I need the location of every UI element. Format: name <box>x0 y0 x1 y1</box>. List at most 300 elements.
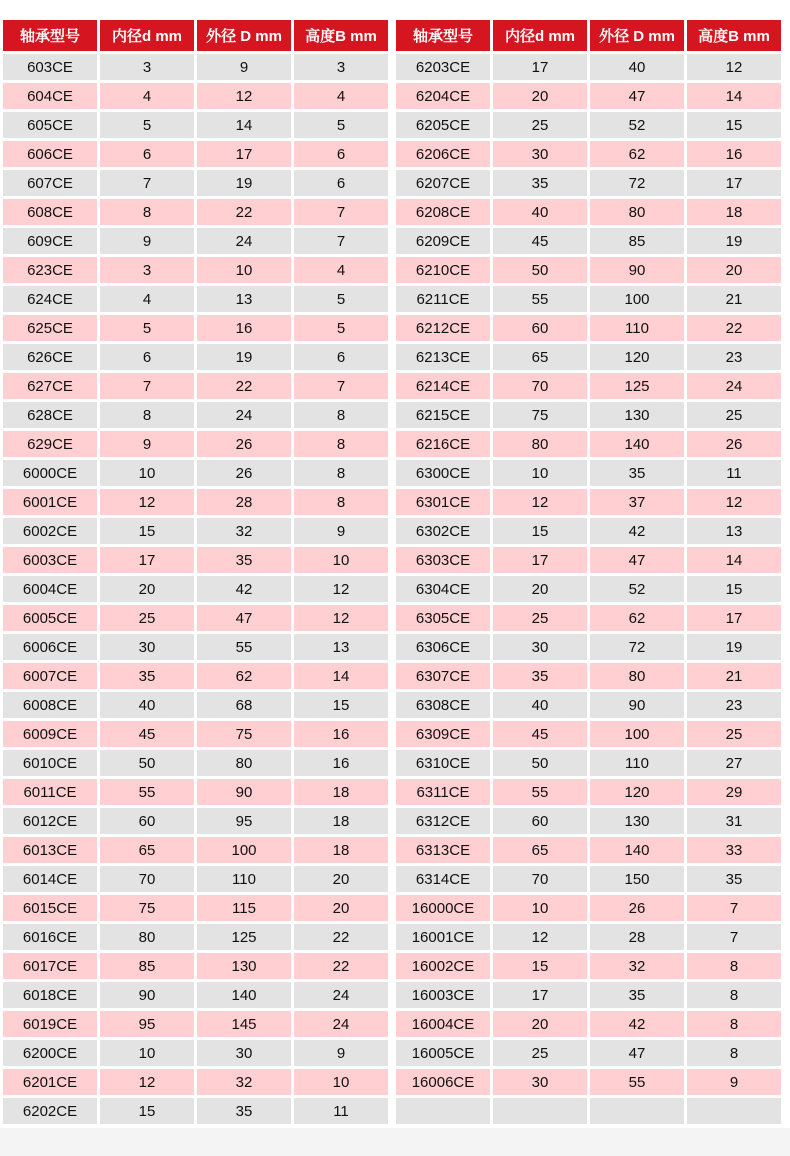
cell-width: 17 <box>687 170 781 196</box>
cell-inner-diameter: 10 <box>100 460 194 486</box>
cell-outer-diameter: 68 <box>197 692 291 718</box>
cell-model: 6304CE <box>396 576 490 602</box>
cell-inner-diameter: 5 <box>100 315 194 341</box>
cell-model: 6303CE <box>396 547 490 573</box>
cell-outer-diameter: 12 <box>197 83 291 109</box>
cell-outer-diameter: 95 <box>197 808 291 834</box>
cell-outer-diameter: 19 <box>197 170 291 196</box>
cell-outer-diameter: 28 <box>590 924 684 950</box>
cell-outer-diameter: 42 <box>590 1011 684 1037</box>
table-row <box>396 431 781 457</box>
cell-outer-diameter: 35 <box>197 547 291 573</box>
cell-width: 11 <box>294 1098 388 1124</box>
cell-inner-diameter: 15 <box>493 518 587 544</box>
cell-width: 8 <box>687 1011 781 1037</box>
table-row <box>396 779 781 805</box>
cell-width: 9 <box>687 1069 781 1095</box>
table-row <box>3 170 388 196</box>
table-row <box>3 83 388 109</box>
cell-width: 12 <box>294 576 388 602</box>
cell-outer-diameter: 28 <box>197 489 291 515</box>
cell-inner-diameter: 40 <box>493 692 587 718</box>
bearing-table-right <box>393 17 784 1127</box>
cell-outer-diameter: 26 <box>197 431 291 457</box>
cell-width: 6 <box>294 170 388 196</box>
cell-width: 4 <box>294 257 388 283</box>
cell-model: 6211CE <box>396 286 490 312</box>
cell-inner-diameter: 17 <box>493 982 587 1008</box>
cell-model: 6305CE <box>396 605 490 631</box>
cell-model: 6005CE <box>3 605 97 631</box>
cell-outer-diameter: 125 <box>590 373 684 399</box>
cell-width: 18 <box>687 199 781 225</box>
cell-inner-diameter: 5 <box>100 112 194 138</box>
cell-inner-diameter <box>493 1098 587 1124</box>
cell-width: 14 <box>687 547 781 573</box>
table-header-row <box>3 20 388 51</box>
table-row <box>3 54 388 80</box>
cell-inner-diameter: 50 <box>100 750 194 776</box>
cell-outer-diameter: 62 <box>197 663 291 689</box>
cell-inner-diameter: 6 <box>100 141 194 167</box>
cell-inner-diameter: 20 <box>493 576 587 602</box>
cell-outer-diameter: 80 <box>590 199 684 225</box>
table-row <box>3 1011 388 1037</box>
cell-inner-diameter: 25 <box>493 605 587 631</box>
cell-outer-diameter: 130 <box>197 953 291 979</box>
cell-model: 6202CE <box>3 1098 97 1124</box>
footer-band <box>0 1128 790 1156</box>
table-row <box>396 924 781 950</box>
table-row <box>3 286 388 312</box>
cell-outer-diameter: 42 <box>590 518 684 544</box>
cell-width: 23 <box>687 692 781 718</box>
cell-outer-diameter: 110 <box>590 750 684 776</box>
table-row <box>396 721 781 747</box>
cell-outer-diameter: 130 <box>590 808 684 834</box>
cell-model: 6013CE <box>3 837 97 863</box>
table-row <box>396 576 781 602</box>
cell-model: 6008CE <box>3 692 97 718</box>
table-row <box>396 837 781 863</box>
cell-width: 3 <box>294 54 388 80</box>
table-row <box>3 199 388 225</box>
cell-inner-diameter: 65 <box>100 837 194 863</box>
cell-inner-diameter: 20 <box>493 83 587 109</box>
cell-outer-diameter: 35 <box>197 1098 291 1124</box>
cell-model: 6313CE <box>396 837 490 863</box>
cell-outer-diameter: 26 <box>590 895 684 921</box>
cell-model: 16004CE <box>396 1011 490 1037</box>
cell-model: 16002CE <box>396 953 490 979</box>
cell-model: 6208CE <box>396 199 490 225</box>
cell-model: 6212CE <box>396 315 490 341</box>
table-row <box>3 257 388 283</box>
table-row <box>3 112 388 138</box>
cell-width: 20 <box>294 866 388 892</box>
header-model: 轴承型号 <box>396 20 490 51</box>
cell-width: 14 <box>687 83 781 109</box>
cell-outer-diameter: 80 <box>197 750 291 776</box>
table-row <box>3 228 388 254</box>
table-row <box>396 315 781 341</box>
cell-inner-diameter: 15 <box>100 518 194 544</box>
table-row <box>3 489 388 515</box>
cell-model: 6207CE <box>396 170 490 196</box>
cell-inner-diameter: 55 <box>493 779 587 805</box>
cell-model: 629CE <box>3 431 97 457</box>
table-row <box>3 576 388 602</box>
cell-model: 6017CE <box>3 953 97 979</box>
cell-width: 15 <box>687 112 781 138</box>
cell-inner-diameter: 80 <box>493 431 587 457</box>
table-row <box>3 373 388 399</box>
cell-model: 604CE <box>3 83 97 109</box>
cell-outer-diameter: 110 <box>590 315 684 341</box>
cell-outer-diameter: 16 <box>197 315 291 341</box>
cell-inner-diameter: 50 <box>493 257 587 283</box>
cell-width: 22 <box>687 315 781 341</box>
cell-width: 24 <box>294 982 388 1008</box>
cell-width: 5 <box>294 315 388 341</box>
cell-inner-diameter: 35 <box>493 663 587 689</box>
cell-outer-diameter: 140 <box>590 837 684 863</box>
cell-inner-diameter: 4 <box>100 83 194 109</box>
table-row <box>3 750 388 776</box>
cell-outer-diameter: 85 <box>590 228 684 254</box>
cell-inner-diameter: 30 <box>100 634 194 660</box>
cell-width: 6 <box>294 344 388 370</box>
cell-model: 6215CE <box>396 402 490 428</box>
table-row <box>3 866 388 892</box>
cell-width: 20 <box>687 257 781 283</box>
cell-width: 18 <box>294 808 388 834</box>
cell-inner-diameter: 75 <box>100 895 194 921</box>
table-row <box>3 1040 388 1066</box>
cell-width: 24 <box>294 1011 388 1037</box>
table-row <box>396 895 781 921</box>
table-row <box>3 431 388 457</box>
cell-outer-diameter: 47 <box>590 1040 684 1066</box>
cell-width: 8 <box>294 431 388 457</box>
cell-model: 605CE <box>3 112 97 138</box>
cell-inner-diameter: 10 <box>493 460 587 486</box>
cell-inner-diameter: 40 <box>100 692 194 718</box>
cell-model: 624CE <box>3 286 97 312</box>
cell-model: 6302CE <box>396 518 490 544</box>
cell-width: 26 <box>687 431 781 457</box>
cell-width: 12 <box>687 489 781 515</box>
cell-width: 25 <box>687 721 781 747</box>
cell-inner-diameter: 20 <box>493 1011 587 1037</box>
table-row <box>3 547 388 573</box>
cell-width: 18 <box>294 779 388 805</box>
cell-width: 17 <box>687 605 781 631</box>
cell-model: 628CE <box>3 402 97 428</box>
cell-width: 8 <box>294 489 388 515</box>
cell-model: 16000CE <box>396 895 490 921</box>
cell-model: 6213CE <box>396 344 490 370</box>
cell-width: 15 <box>294 692 388 718</box>
table-row <box>3 953 388 979</box>
cell-model: 6000CE <box>3 460 97 486</box>
cell-inner-diameter: 20 <box>100 576 194 602</box>
cell-model: 6311CE <box>396 779 490 805</box>
cell-width: 22 <box>294 953 388 979</box>
cell-width: 8 <box>687 982 781 1008</box>
cell-width: 7 <box>294 199 388 225</box>
cell-model: 609CE <box>3 228 97 254</box>
cell-model: 6200CE <box>3 1040 97 1066</box>
header-width: 高度B mm <box>294 20 388 51</box>
cell-inner-diameter: 9 <box>100 228 194 254</box>
cell-outer-diameter: 110 <box>197 866 291 892</box>
cell-width: 21 <box>687 286 781 312</box>
cell-inner-diameter: 10 <box>493 895 587 921</box>
cell-inner-diameter: 45 <box>493 228 587 254</box>
table-row <box>396 344 781 370</box>
cell-inner-diameter: 6 <box>100 344 194 370</box>
table-row <box>396 83 781 109</box>
cell-width: 16 <box>294 750 388 776</box>
cell-model: 6210CE <box>396 257 490 283</box>
cell-model: 6205CE <box>396 112 490 138</box>
cell-model: 627CE <box>3 373 97 399</box>
cell-inner-diameter: 30 <box>493 634 587 660</box>
cell-outer-diameter: 90 <box>590 692 684 718</box>
cell-inner-diameter: 17 <box>493 547 587 573</box>
cell-model: 16006CE <box>396 1069 490 1095</box>
cell-inner-diameter: 50 <box>493 750 587 776</box>
cell-inner-diameter: 9 <box>100 431 194 457</box>
table-row <box>3 721 388 747</box>
cell-inner-diameter: 7 <box>100 170 194 196</box>
cell-inner-diameter: 45 <box>100 721 194 747</box>
cell-width: 10 <box>294 1069 388 1095</box>
cell-model: 6309CE <box>396 721 490 747</box>
header-inner-diameter: 内径d mm <box>493 20 587 51</box>
cell-width: 25 <box>687 402 781 428</box>
cell-outer-diameter: 47 <box>590 547 684 573</box>
table-row <box>3 344 388 370</box>
cell-model: 6308CE <box>396 692 490 718</box>
cell-inner-diameter: 65 <box>493 837 587 863</box>
table-row <box>396 1011 781 1037</box>
cell-outer-diameter: 22 <box>197 373 291 399</box>
cell-outer-diameter: 32 <box>197 518 291 544</box>
cell-inner-diameter: 17 <box>100 547 194 573</box>
table-row <box>396 634 781 660</box>
cell-model: 6314CE <box>396 866 490 892</box>
cell-model: 6203CE <box>396 54 490 80</box>
cell-width: 24 <box>687 373 781 399</box>
table-row <box>3 692 388 718</box>
cell-model: 6007CE <box>3 663 97 689</box>
header-outer-diameter: 外径 D mm <box>590 20 684 51</box>
cell-model: 6201CE <box>3 1069 97 1095</box>
table-row <box>3 808 388 834</box>
cell-model: 6015CE <box>3 895 97 921</box>
cell-model: 6001CE <box>3 489 97 515</box>
cell-outer-diameter: 35 <box>590 982 684 1008</box>
cell-model: 16001CE <box>396 924 490 950</box>
cell-model: 6012CE <box>3 808 97 834</box>
cell-outer-diameter <box>590 1098 684 1124</box>
cell-model: 6016CE <box>3 924 97 950</box>
cell-inner-diameter: 25 <box>493 1040 587 1066</box>
cell-inner-diameter: 12 <box>100 1069 194 1095</box>
cell-width: 22 <box>294 924 388 950</box>
cell-model: 6002CE <box>3 518 97 544</box>
cell-inner-diameter: 4 <box>100 286 194 312</box>
cell-outer-diameter: 52 <box>590 112 684 138</box>
table-row <box>396 373 781 399</box>
cell-outer-diameter: 19 <box>197 344 291 370</box>
cell-model: 6019CE <box>3 1011 97 1037</box>
cell-model: 6216CE <box>396 431 490 457</box>
cell-width: 15 <box>687 576 781 602</box>
cell-width: 8 <box>294 402 388 428</box>
table-row <box>396 866 781 892</box>
table-row <box>396 1040 781 1066</box>
table-row <box>396 1098 781 1124</box>
cell-model: 607CE <box>3 170 97 196</box>
cell-outer-diameter: 32 <box>197 1069 291 1095</box>
cell-model: 6018CE <box>3 982 97 1008</box>
cell-model: 6010CE <box>3 750 97 776</box>
cell-outer-diameter: 55 <box>197 634 291 660</box>
cell-outer-diameter: 100 <box>197 837 291 863</box>
cell-inner-diameter: 35 <box>100 663 194 689</box>
table-row <box>396 489 781 515</box>
cell-width: 8 <box>687 953 781 979</box>
table-row <box>3 460 388 486</box>
cell-model: 6307CE <box>396 663 490 689</box>
cell-inner-diameter: 70 <box>100 866 194 892</box>
cell-outer-diameter: 90 <box>197 779 291 805</box>
cell-width: 9 <box>294 1040 388 1066</box>
cell-width: 8 <box>687 1040 781 1066</box>
cell-width: 20 <box>294 895 388 921</box>
cell-outer-diameter: 47 <box>590 83 684 109</box>
table-row <box>3 634 388 660</box>
cell-inner-diameter: 65 <box>493 344 587 370</box>
cell-model: 6204CE <box>396 83 490 109</box>
cell-width: 31 <box>687 808 781 834</box>
cell-outer-diameter: 75 <box>197 721 291 747</box>
cell-outer-diameter: 140 <box>197 982 291 1008</box>
table-row <box>396 112 781 138</box>
table-row <box>396 750 781 776</box>
cell-inner-diameter: 95 <box>100 1011 194 1037</box>
cell-inner-diameter: 10 <box>100 1040 194 1066</box>
cell-outer-diameter: 100 <box>590 286 684 312</box>
header-model: 轴承型号 <box>3 20 97 51</box>
cell-model: 6300CE <box>396 460 490 486</box>
table-row <box>396 228 781 254</box>
cell-model: 6014CE <box>3 866 97 892</box>
cell-width: 33 <box>687 837 781 863</box>
cell-inner-diameter: 60 <box>493 315 587 341</box>
table-row <box>396 199 781 225</box>
cell-model: 6006CE <box>3 634 97 660</box>
cell-model: 623CE <box>3 257 97 283</box>
table-row <box>396 605 781 631</box>
table-row <box>396 518 781 544</box>
cell-width: 4 <box>294 83 388 109</box>
cell-model: 608CE <box>3 199 97 225</box>
cell-inner-diameter: 60 <box>493 808 587 834</box>
header-outer-diameter: 外径 D mm <box>197 20 291 51</box>
cell-inner-diameter: 90 <box>100 982 194 1008</box>
cell-outer-diameter: 42 <box>197 576 291 602</box>
cell-outer-diameter: 22 <box>197 199 291 225</box>
cell-model: 6312CE <box>396 808 490 834</box>
table-row <box>396 1069 781 1095</box>
cell-model: 6003CE <box>3 547 97 573</box>
cell-outer-diameter: 13 <box>197 286 291 312</box>
cell-model: 626CE <box>3 344 97 370</box>
cell-outer-diameter: 17 <box>197 141 291 167</box>
cell-model <box>396 1098 490 1124</box>
table-row <box>396 54 781 80</box>
cell-inner-diameter: 7 <box>100 373 194 399</box>
cell-outer-diameter: 145 <box>197 1011 291 1037</box>
cell-width: 5 <box>294 112 388 138</box>
cell-model: 6209CE <box>396 228 490 254</box>
cell-width: 7 <box>294 373 388 399</box>
cell-width: 19 <box>687 228 781 254</box>
cell-inner-diameter: 25 <box>100 605 194 631</box>
table-row <box>396 953 781 979</box>
cell-outer-diameter: 100 <box>590 721 684 747</box>
table-body-right <box>396 54 781 1124</box>
table-row <box>3 605 388 631</box>
cell-width: 5 <box>294 286 388 312</box>
cell-outer-diameter: 24 <box>197 228 291 254</box>
cell-width: 6 <box>294 141 388 167</box>
cell-inner-diameter: 60 <box>100 808 194 834</box>
cell-outer-diameter: 62 <box>590 605 684 631</box>
cell-outer-diameter: 35 <box>590 460 684 486</box>
cell-outer-diameter: 52 <box>590 576 684 602</box>
cell-width: 9 <box>294 518 388 544</box>
cell-outer-diameter: 125 <box>197 924 291 950</box>
cell-inner-diameter: 80 <box>100 924 194 950</box>
table-row <box>3 402 388 428</box>
cell-width: 16 <box>687 141 781 167</box>
header-width: 高度B mm <box>687 20 781 51</box>
cell-width: 11 <box>687 460 781 486</box>
table-row <box>3 1069 388 1095</box>
table-header-row <box>396 20 781 51</box>
cell-outer-diameter: 115 <box>197 895 291 921</box>
cell-outer-diameter: 26 <box>197 460 291 486</box>
cell-width: 35 <box>687 866 781 892</box>
cell-outer-diameter: 90 <box>590 257 684 283</box>
cell-outer-diameter: 72 <box>590 170 684 196</box>
cell-width: 8 <box>294 460 388 486</box>
table-row <box>3 982 388 1008</box>
cell-outer-diameter: 9 <box>197 54 291 80</box>
table-row <box>396 692 781 718</box>
cell-width: 12 <box>687 54 781 80</box>
cell-outer-diameter: 37 <box>590 489 684 515</box>
cell-model: 6009CE <box>3 721 97 747</box>
cell-inner-diameter: 85 <box>100 953 194 979</box>
bearing-table-left <box>0 17 391 1127</box>
table-row <box>3 315 388 341</box>
